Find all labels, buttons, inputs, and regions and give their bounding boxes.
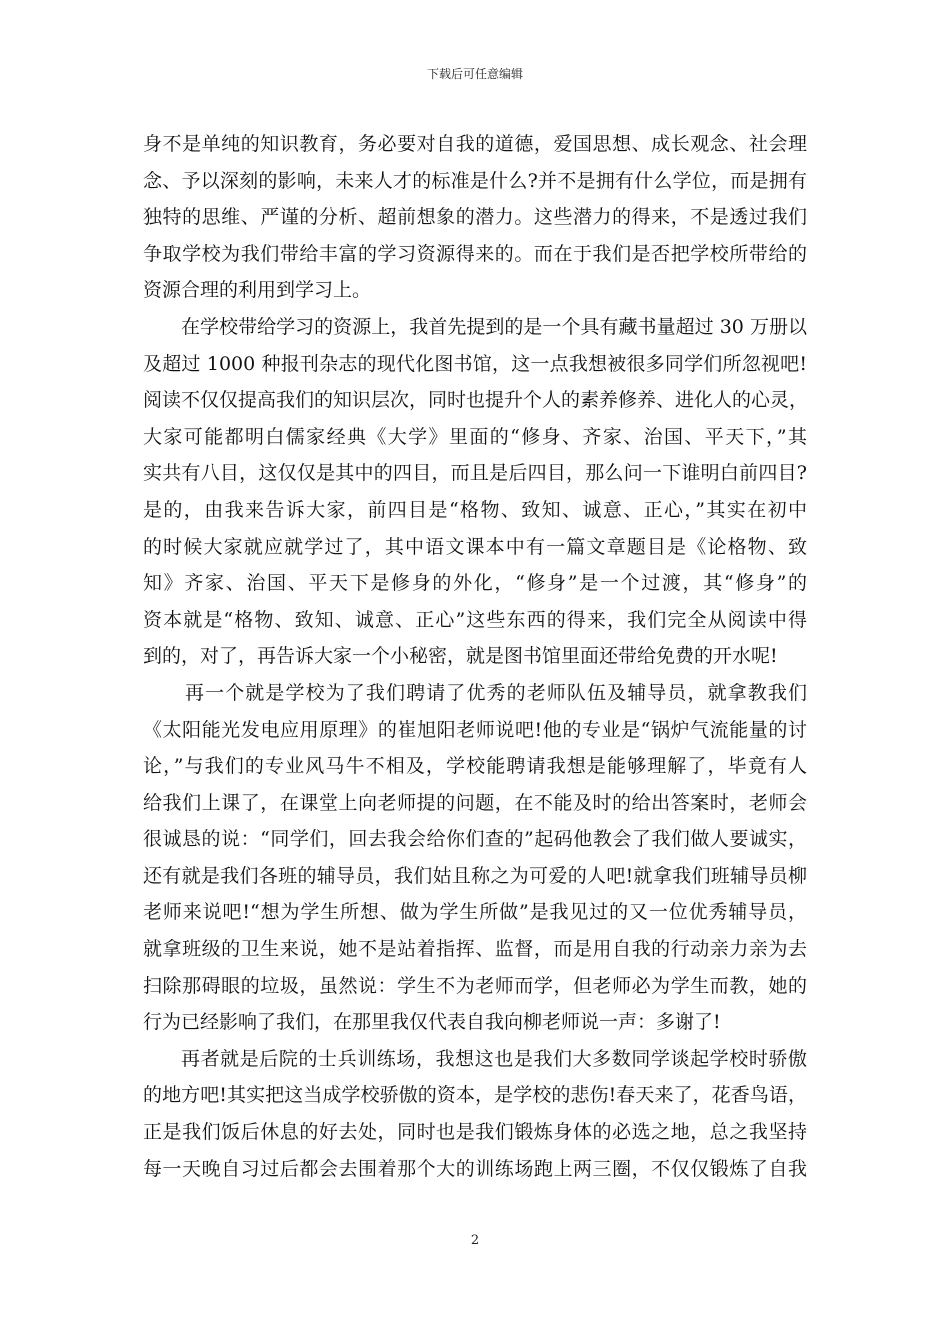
text-line: 再者就是后院的士兵训练场，我想这也是我们大多数同学谈起学校时骄傲: [181, 1047, 807, 1070]
paragraph: [143, 1041, 807, 1187]
text-line: 就拿班级的卫生来说，她不是站着指挥、监督，而是用自我的行动亲力亲为去: [143, 938, 807, 961]
paragraph: [143, 309, 807, 675]
text-line: 及超过 1000 种报刊杂志的现代化图书馆，这一点我想被很多同学们所忽视吧!: [143, 352, 807, 375]
text-line: 《太阳能光发电应用原理》的崔旭阳老师说吧!他的专业是“锅炉气流能量的讨: [143, 718, 807, 741]
text-line: 还有就是我们各班的辅导员，我们姑且称之为可爱的人吧!就拿我们班辅导员柳: [143, 864, 807, 887]
text-line: 老师来说吧!“想为学生所想、做为学生所做”是我见过的又一位优秀辅导员，: [143, 901, 807, 924]
text-line: 给我们上课了，在课堂上向老师提的问题，在不能及时的给出答案时，老师会: [143, 791, 807, 814]
page-header: 下载后可任意编辑: [426, 67, 523, 81]
text-line: 大家可能都明白儒家经典《大学》里面的“修身、齐家、治国、平天下，”其: [143, 425, 807, 448]
text-line: 论，”与我们的专业风马牛不相及，学校能聘请我想是能够理解了，毕竟有人: [143, 755, 807, 778]
paragraph: [143, 126, 807, 309]
text-line: 正是我们饭后休息的好去处，同时也是我们锻炼身体的必选之地，总之我坚持: [143, 1121, 807, 1144]
text-line: 扫除那碍眼的垃圾，虽然说：学生不为老师而学，但老师必为学生而教，她的: [143, 974, 807, 997]
text-line: 是的，由我来告诉大家，前四目是“格物、致知、诚意、正心，”其实在初中: [143, 498, 807, 521]
text-line: 再一个就是学校为了我们聘请了优秀的老师队伍及辅导员，就拿教我们: [185, 681, 807, 704]
text-line: 的地方吧!其实把这当成学校骄傲的资本，是学校的悲伤!春天来了，花香鸟语，: [143, 1084, 807, 1107]
text-line: 到的，对了，再告诉大家一个小秘密，就是图书馆里面还带给免费的开水呢!: [143, 645, 778, 668]
text-line: 的时候大家就应就学过了，其中语文课本中有一篇文章题目是《论格物、致: [143, 535, 807, 558]
text-line: 资源合理的利用到学习上。: [143, 279, 372, 302]
text-line: 争取学校为我们带给丰富的学习资源得来的。而在于我们是否把学校所带给的: [143, 242, 807, 265]
paragraph: [143, 675, 807, 1041]
text-line: 念、予以深刻的影响，未来人才的标准是什么?并不是拥有什么学位，而是拥有: [143, 169, 807, 192]
text-line: 资本就是“格物、致知、诚意、正心”这些东西的得来，我们完全从阅读中得: [143, 608, 807, 631]
text-line: 独特的思维、严谨的分析、超前想象的潜力。这些潜力的得来，不是透过我们: [143, 206, 807, 229]
text-line: 阅读不仅仅提高我们的知识层次，同时也提升个人的素养修养、进化人的心灵，: [143, 389, 809, 412]
text-line: 行为已经影响了我们，在那里我仅代表自我向柳老师说一声：多谢了!: [143, 1011, 721, 1034]
text-line: 很诚恳的说：“同学们，回去我会给你们查的”起码他教会了我们做人要诚实，: [143, 828, 807, 851]
document-body: [143, 126, 807, 1187]
text-line: 在学校带给学习的资源上，我首先提到的是一个具有藏书量超过 30 万册以: [181, 315, 807, 338]
text-line: 知》齐家、治国、平天下是修身的外化，“修身”是一个过渡，其“修身”的: [143, 572, 807, 595]
text-line: 实共有八目，这仅仅是其中的四目，而且是后四目，那么问一下谁明白前四目?: [143, 462, 807, 485]
text-line: 每一天晚自习过后都会去围着那个大的训练场跑上两三圈，不仅仅锻炼了自我: [143, 1157, 807, 1180]
text-line: 身不是单纯的知识教育，务必要对自我的道德，爱国思想、成长观念、社会理: [143, 133, 807, 155]
page-number: 2: [470, 1233, 480, 1248]
